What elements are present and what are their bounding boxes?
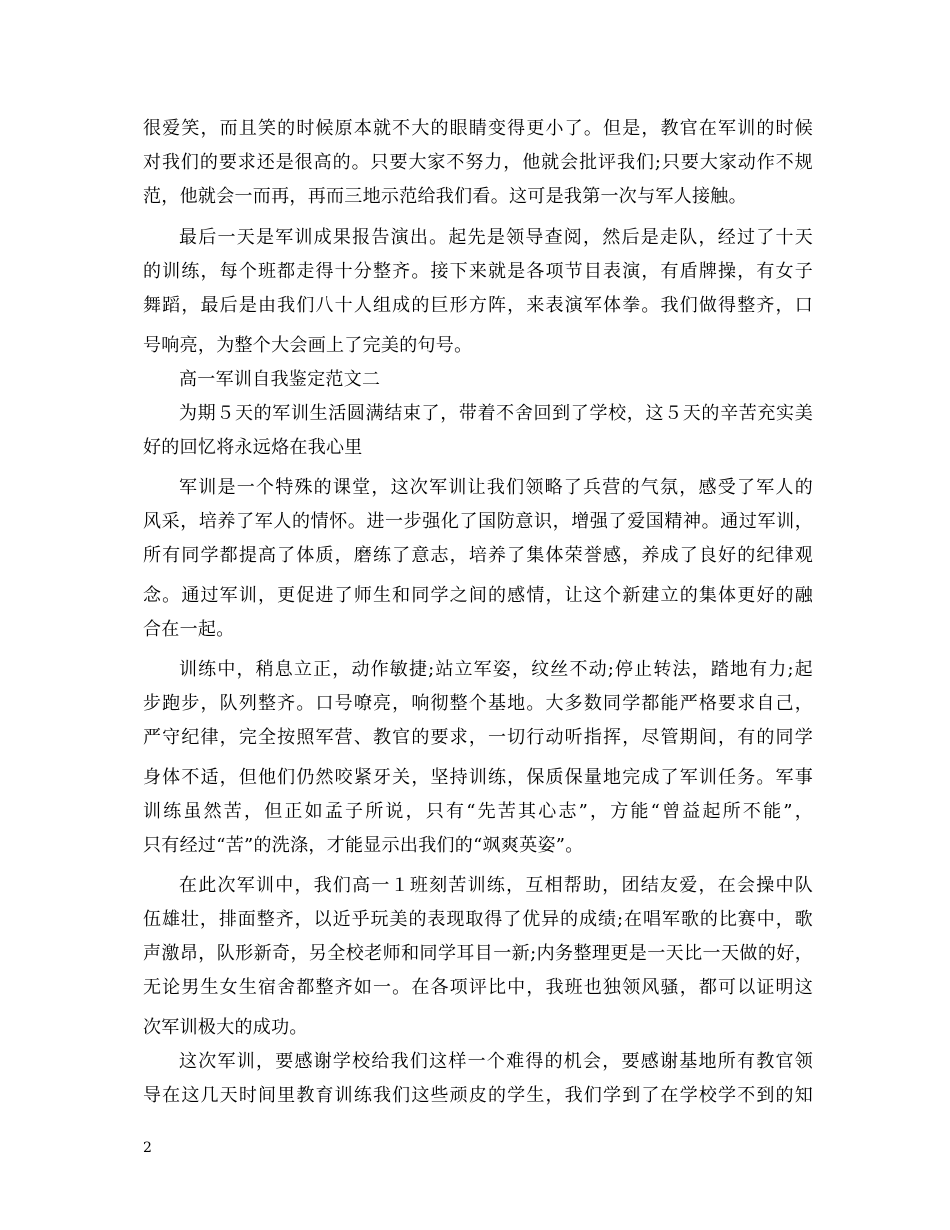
text-line: 好的回忆将永远烙在我心里 — [143, 437, 363, 458]
text-line: 只有经过“苦”的洗涤，才能显示出我们的“飒爽英姿”。 — [143, 835, 584, 856]
text-line: 步跑步，队列整齐。口号嘹亮，响彻整个基地。大多数同学都能严格要求自己， — [143, 693, 813, 714]
text-line: 导在这几天时间里教育训练我们这些顽皮的学生，我们学到了在学校学不到的知 — [143, 1085, 813, 1106]
text-line: 次军训极大的成功。 — [143, 1017, 308, 1038]
text-line: 无论男生女生宿舍都整齐如一。在各项评比中，我班也独领风骚，都可以证明这 — [143, 977, 813, 998]
text-line: 很爱笑，而且笑的时候原本就不大的眼睛变得更小了。但是，教官在军训的时候 — [143, 118, 813, 139]
text-line: 对我们的要求还是很高的。只要大家不努力，他就会批评我们;只要大家动作不规 — [143, 152, 813, 173]
text-line: 严守纪律，完全按照军营、教官的要求，一切行动听指挥，尽管期间，有的同学 — [143, 727, 813, 748]
text-line: 声激昂，队形新奇，另全校老师和同学耳目一新;内务整理更是一天比一天做的好， — [143, 943, 813, 964]
text-line: 合在一起。 — [143, 619, 235, 640]
text-line: 训练虽然苦，但正如孟子所说，只有“先苦其心志”，方能“曾益起所不能”， — [143, 801, 813, 822]
paragraph-first-line: 军训是一个特殊的课堂，这次军训让我们领略了兵营的气氛，感受了军人的 — [179, 477, 813, 498]
text-line: 身体不适，但他们仍然咬紧牙关，坚持训练，保质保量地完成了军训任务。军事 — [143, 767, 813, 788]
paragraph-first-line: 最后一天是军训成果报告演出。起先是领导查阅，然后是走队，经过了十天 — [179, 227, 813, 248]
text-line: 风采，培养了军人的情怀。进一步强化了国防意识，增强了爱国精神。通过军训， — [143, 511, 813, 532]
paragraph-first-line: 在此次军训中，我们高一１班刻苦训练，互相帮助，团结友爱，在会操中队 — [179, 875, 813, 896]
page-number: 2 — [143, 1140, 152, 1156]
text-line: 所有同学都提高了体质，磨练了意志，培养了集体荣誉感，养成了良好的纪律观 — [143, 545, 813, 566]
text-line: 念。通过军训，更促进了师生和同学之间的感情，让这个新建立的集体更好的融 — [143, 585, 813, 606]
text-line: 伍雄壮，排面整齐，以近乎玩美的表现取得了优异的成绩;在唱军歌的比赛中，歌 — [143, 909, 813, 930]
paragraph-first-line: 训练中，稍息立正，动作敏捷;站立军姿，纹丝不动;停止转法，踏地有力;起 — [179, 659, 813, 680]
text-line: 号响亮，为整个大会画上了完美的句号。 — [143, 335, 473, 356]
text-line: 范，他就会一而再，再而三地示范给我们看。这可是我第一次与军人接触。 — [143, 186, 747, 207]
paragraph-first-line: 这次军训，要感谢学校给我们这样一个难得的机会，要感谢基地所有教官领 — [179, 1051, 813, 1072]
text-line: 舞蹈，最后是由我们八十人组成的巨形方阵，来表演军体拳。我们做得整齐，口 — [143, 295, 813, 316]
section-heading: 高一军训自我鉴定范文二 — [179, 369, 381, 390]
paragraph-first-line: 为期５天的军训生活圆满结束了，带着不舍回到了学校，这５天的辛苦充实美 — [179, 403, 813, 424]
text-line: 的训练，每个班都走得十分整齐。接下来就是各项节目表演，有盾牌操，有女子 — [143, 261, 813, 282]
